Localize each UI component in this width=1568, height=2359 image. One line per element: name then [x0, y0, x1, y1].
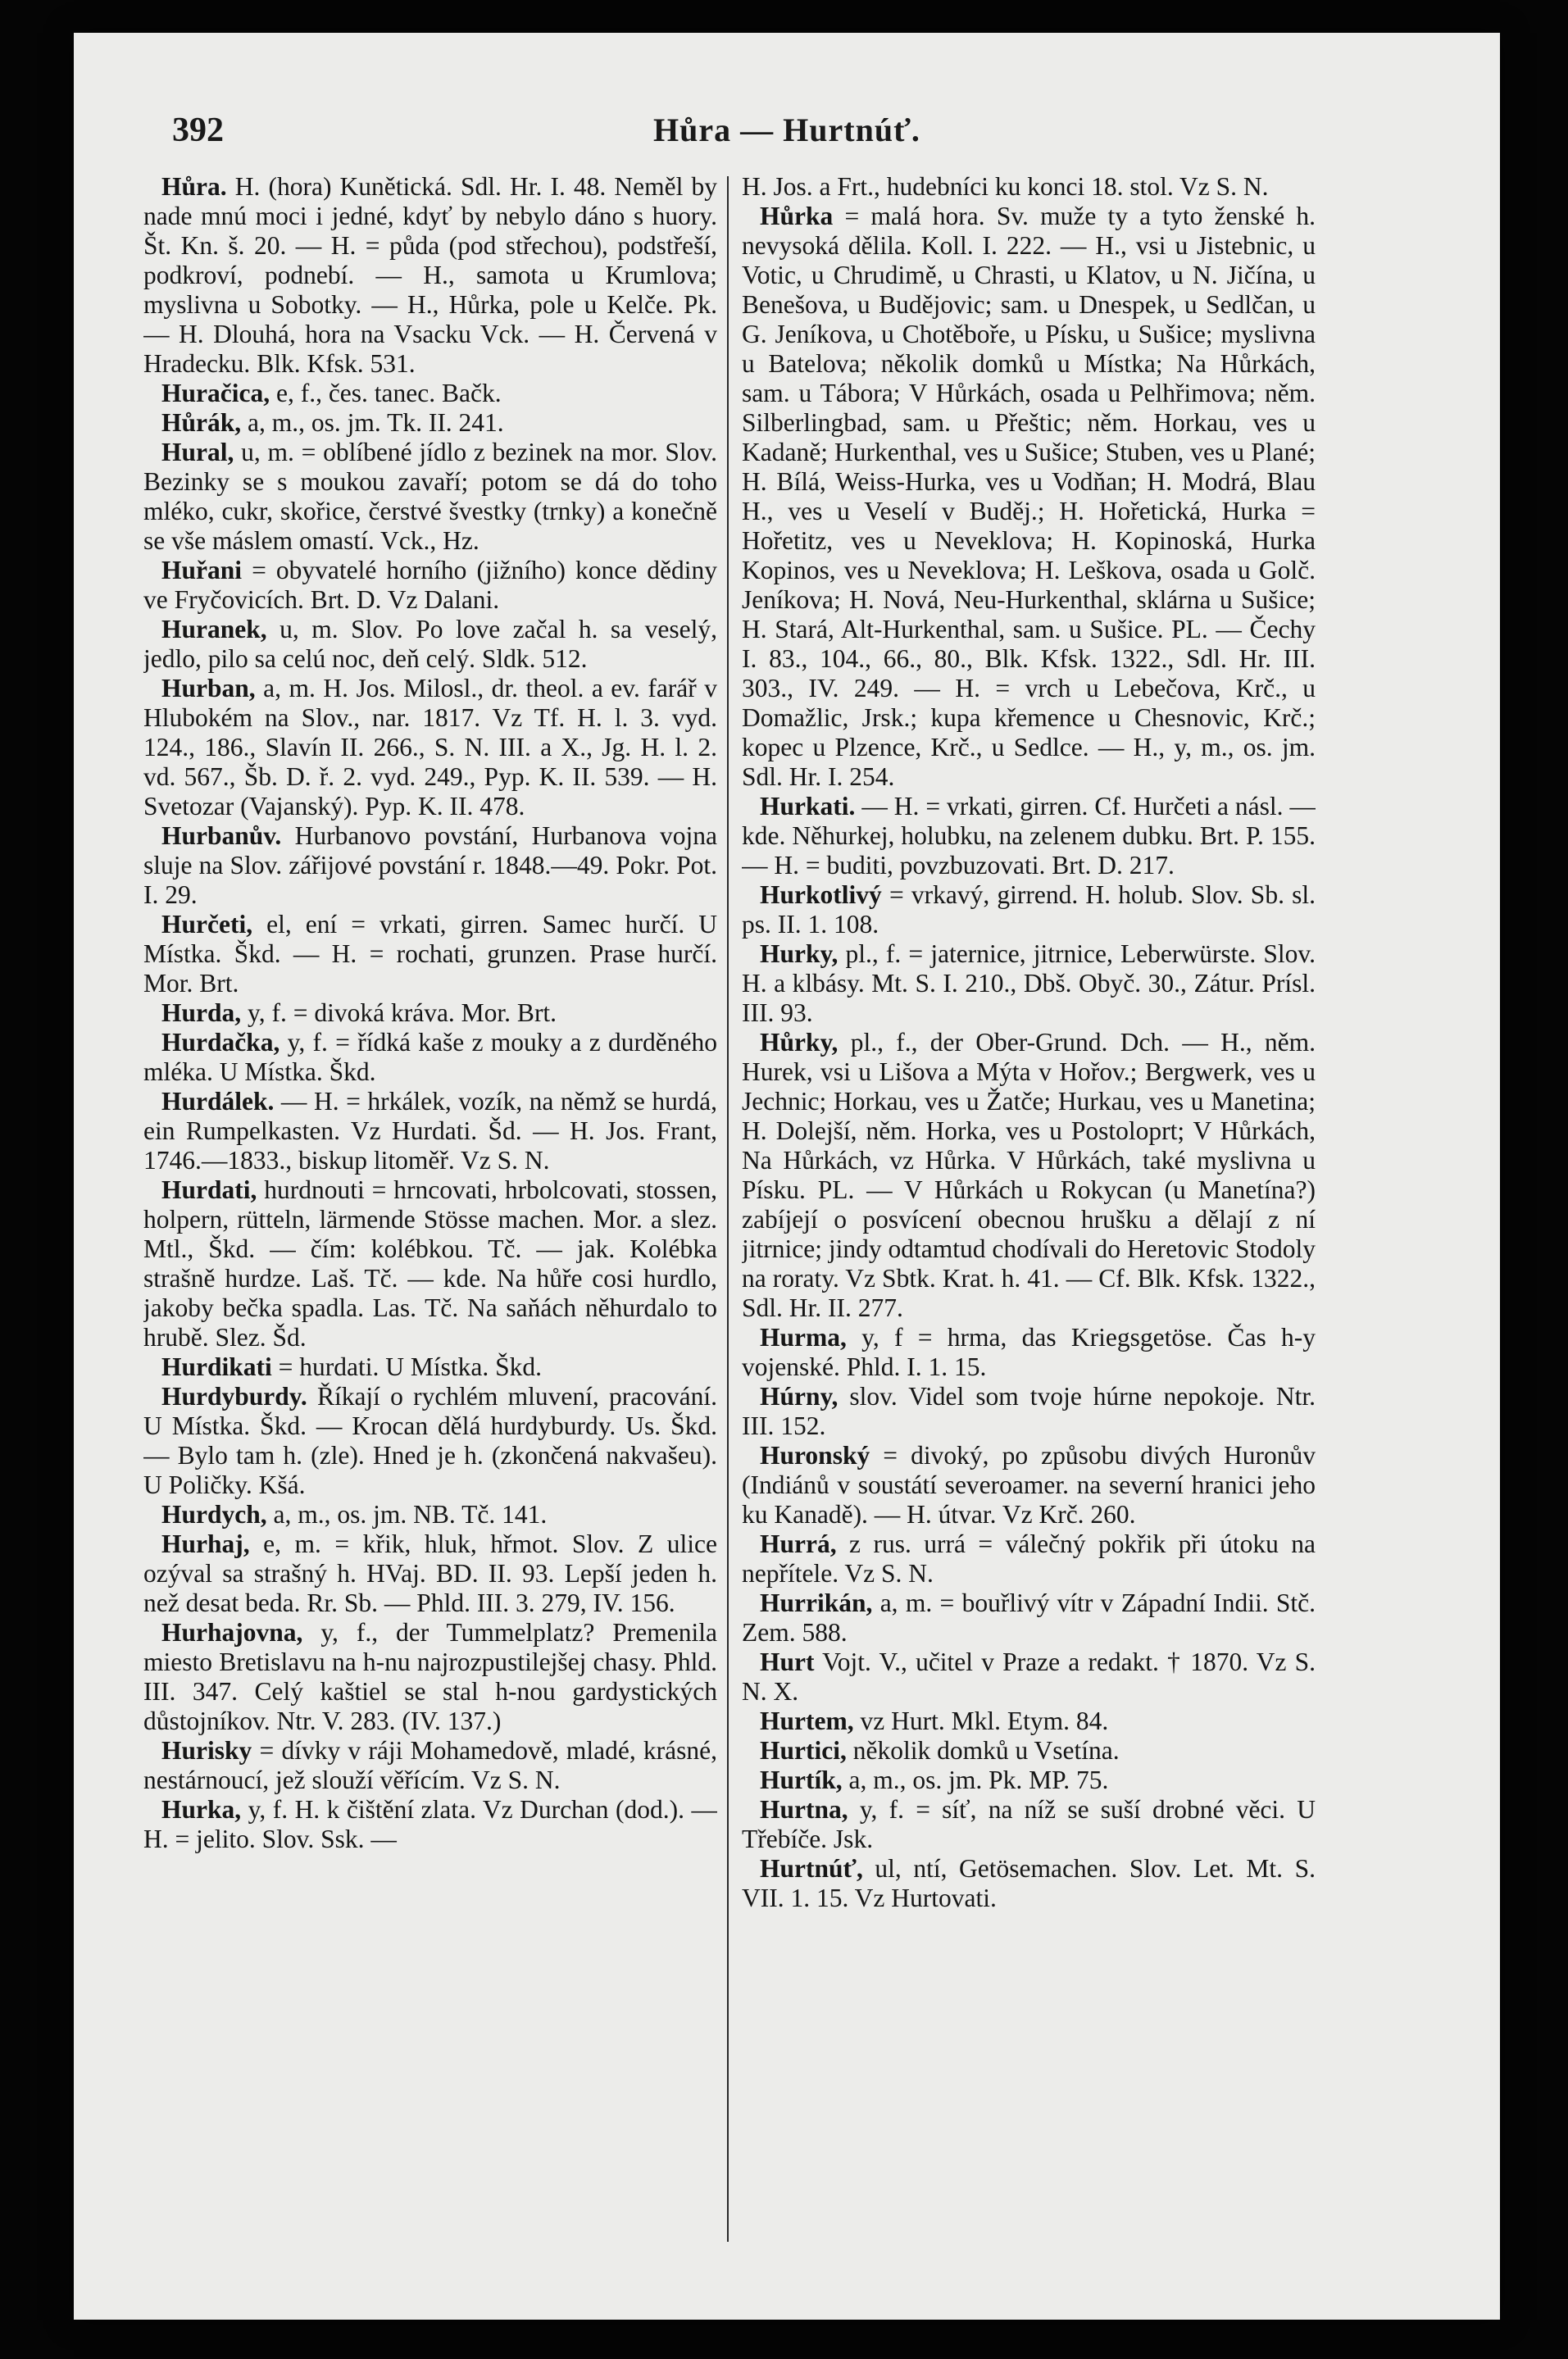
- entry-headword: Hurdálek.: [161, 1087, 275, 1116]
- dictionary-entry: [742, 1529, 1316, 1589]
- entry-body: y, f = hrma, das Kriegsgetöse. Čas h-y vojenské. Phld. I. 1. 15.: [742, 1323, 1316, 1381]
- dictionary-entry: [143, 1795, 717, 1854]
- entry-body: y, f. = síť, na níž se suší drobné věci. U Třebíče. Jsk.: [742, 1795, 1316, 1853]
- entry-headword: Hurka,: [161, 1795, 242, 1824]
- entry-body: a, m., os. jm. Tk. II. 241.: [241, 408, 504, 437]
- dictionary-entry: [742, 1854, 1316, 1913]
- entry-body: ul, ntí, Getösemachen. Slov. Let. Mt. S. VII. 1. 15. Vz Hurtovati.: [742, 1854, 1316, 1912]
- entry-headword: Hurhajovna,: [161, 1618, 303, 1647]
- entry-body: vz Hurt. Mkl. Etym. 84.: [853, 1707, 1109, 1735]
- right-column: [742, 172, 1316, 2270]
- entry-body: pl., f. = jaternice, jitrnice, Leberwürste. Slov. H. a klbásy. Mt. S. I. 210., Dbš. Obyč. 30., Zátur. Prísl. III. 93.: [742, 939, 1316, 1027]
- dictionary-entry: [742, 1795, 1316, 1854]
- entry-body: hurdnouti = hrncovati, hrbolcovati, stossen, holpern, rütteln, lärmende Stösse machen. Mor. a slez. Mtl., Škd. — čím: kolébkou. Tč. — jak. Kolébka strašně hurdze. Laš. Tč. — kde. Na hůře cosi hurdlo, jakoby bečka spadla. Las. Tč. Na saňách něhurdalo to hrubě. Slez. Šd.: [143, 1175, 717, 1352]
- dictionary-entry: [143, 998, 717, 1028]
- entry-body: y, f., der Tummelplatz? Premenila miesto Bretislavu na h-nu najrozpustilejšej chasy. Phld. III. 347. Celý kaštiel se stal h-nou gardystických důstojníkov. Ntr. V. 283. (IV. 137.): [143, 1618, 717, 1735]
- dictionary-entry: [742, 880, 1316, 939]
- dictionary-entry: [143, 1352, 717, 1382]
- dictionary-entry: [143, 674, 717, 821]
- dictionary-entry: [143, 556, 717, 615]
- entry-body: H. (hora) Kunětická. Sdl. Hr. I. 48. Neměl by nade mnú moci i jedné, kdyť by nebylo dáno s huory. Št. Kn. š. 20. — H. = půda (pod střechou), podstřeší, podkroví, podnebí. — H., samota u Krumlova; myslivna u Sobotky. — H., Hůrka, pole u Kelče. Pk. — H. Dlouhá, hora na Vsacku Vck. — H. Červená v Hradecku. Blk. Kfsk. 531.: [143, 172, 717, 378]
- entry-headword: Hurtnúť,: [760, 1854, 863, 1883]
- entry-body: = hurdati. U Místka. Škd.: [271, 1352, 543, 1381]
- page-number: 392: [172, 111, 224, 149]
- page-header: [172, 94, 1402, 152]
- entry-headword: Hurdyburdy.: [161, 1382, 307, 1411]
- column-divider: [727, 176, 729, 2242]
- entry-headword: Hurisky: [161, 1736, 252, 1765]
- dictionary-entry: [742, 939, 1316, 1028]
- dictionary-entry: [143, 1529, 717, 1618]
- entry-body: = vrkavý, girrend. H. holub. Slov. Sb. sl. ps. II. 1. 108.: [742, 880, 1316, 939]
- entry-body: Hurbanovo povstání, Hurbanova vojna sluje na Slov. zářijové povstání r. 1848.—49. Pokr. Pot. I. 29.: [143, 821, 717, 909]
- entry-headword: Hurkati.: [760, 792, 856, 820]
- entry-body: Říkají o rychlém mluvení, pracování. U Místka. Škd. — Krocan dělá hurdyburdy. Us. Škd. — Bylo tam h. (zle). Hned je h. (zkončená nakvašeu). U Poličky. Kšá.: [143, 1382, 717, 1499]
- entry-headword: Hurdačka,: [161, 1028, 280, 1057]
- entry-body: u, m. Slov. Po love začal h. sa veselý, jedlo, pilo sa celú noc, deň celý. Sldk. 512.: [143, 615, 717, 673]
- entry-headword: Hurrikán,: [760, 1589, 873, 1617]
- entry-body: — H. = hrkálek, vozík, na němž se hurdá, ein Rumpelkasten. Vz Hurdati. Šd. — H. Jos. Frant, 1746.—1833., biskup litoměř. Vz S. N.: [143, 1087, 717, 1175]
- dictionary-entry: [143, 1382, 717, 1500]
- entry-body: a, m., os. jm. Pk. MP. 75.: [842, 1766, 1109, 1794]
- entry-headword: Hurrá,: [760, 1529, 837, 1558]
- entry-headword: Húrny,: [760, 1382, 839, 1411]
- entry-body: = divoký, po způsobu divých Huronův (Indiánů v soustátí severoamer. na severní hranici jeho ku Kanadě). — H. útvar. Vz Krč. 260.: [742, 1441, 1316, 1529]
- entry-headword: Hurda,: [161, 998, 242, 1027]
- entry-headword: Hurtem,: [760, 1707, 854, 1735]
- dictionary-entry: [742, 1589, 1316, 1648]
- entry-body: e, f., čes. tanec. Bačk.: [270, 379, 502, 407]
- entry-headword: Huranek,: [161, 615, 267, 643]
- entry-headword: Hurban,: [161, 674, 256, 702]
- entry-body: Vojt. V., učitel v Praze a redakt. † 1870. Vz S. N. X.: [742, 1648, 1316, 1706]
- entry-headword: Hurdati,: [161, 1175, 257, 1204]
- dictionary-entry: [143, 1736, 717, 1795]
- dictionary-entry: [143, 1618, 717, 1736]
- entry-body: = malá hora. Sv. muže ty a tyto ženské h. nevysoká dělila. Koll. I. 222. — H., vsi u Jistebnic, u Votic, u Chrudimě, u Chrasti, u Klatov, u N. Jičína, u Benešova, u Budějovic; sam. u Dnespek, u Sedlčan, u G. Jeníkova, u Chotěboře, u Písku, u Sušice; myslivna u Batelova; několik domků u Místka; Na Hůrkách, sam. u Tábora; V Hůrkách, osada u Pelhřimova; něm. Silberlingbad, sam. u Přeštic; něm. Horkau, ves u Kadaně; Hurkenthal, ves u Sušice; Stuben, ves u Plané; H. Bílá, Weiss-Hurka, ves u Vodňan; H. Modrá, Blau H., ves u Veselí v Buděj.; H. Hořetická, Hurka = Hořetitz, ves u Neveklova; H. Kopinoská, Hurka Kopinos, ves u Neveklova; H. Leškova, osada u Golč. Jeníkova; H. Nová, Neu-Hurkenthal, sklárna u Sušice; H. Stará, Alt-Hurkenthal, sam. u Sušice. PL. — Čechy I. 83., 104., 66., 80., Blk. Kfsk. 1322., Sdl. Hr. III. 303., IV. 249. — H. = vrch u Lebečova, Krč., u Domažlic, Jrsk.; kupa křemence u Chesnovic, Krč.; kopec u Plzence, Krč., u Sedlce. — H., y, m., os. jm. Sdl. Hr. I. 254.: [742, 202, 1316, 791]
- entry-headword: Hůrák,: [161, 408, 242, 437]
- dictionary-entry: [742, 1648, 1316, 1707]
- entry-body: a, m. H. Jos. Milosl., dr. theol. a ev. farář v Hlubokém na Slov., nar. 1817. Vz Tf. H. l. 3. vyd. 124., 186., Slavín II. 266., S. N. III. a X., Jg. H. l. 2. vd. 567., Šb. D. ř. 2. vyd. 249., Pyp. K. II. 539. — H. Svetozar (Vajanský). Pyp. K. II. 478.: [143, 674, 717, 820]
- entry-headword: Hurtici,: [760, 1736, 847, 1765]
- entry-body: — H. = vrkati, girren. Cf. Hurčeti a násl. — kde. Něhurkej, holubku, na zelenem dubku. Brt. P. 155. — H. = buditi, povzbuzovati. Brt. D. 217.: [742, 792, 1316, 880]
- entry-headword: Huřani: [161, 556, 243, 584]
- dictionary-entry: [143, 379, 717, 408]
- entry-headword: Hurt: [760, 1648, 815, 1676]
- dictionary-entry: [742, 792, 1316, 880]
- entry-headword: Hurtna,: [760, 1795, 848, 1824]
- dictionary-entry: [742, 1766, 1316, 1795]
- dictionary-entry: [143, 1028, 717, 1087]
- dictionary-entry: [742, 1028, 1316, 1323]
- entry-body: y, f. = divoká kráva. Mor. Brt.: [241, 998, 557, 1027]
- entry-headword: Hurdych,: [161, 1500, 267, 1529]
- entry-headword: Hůra.: [161, 172, 227, 201]
- entry-headword: Hural,: [161, 438, 234, 466]
- dictionary-entry: [143, 910, 717, 998]
- entry-headword: Hurky,: [760, 939, 839, 968]
- dictionary-entry: [742, 172, 1316, 202]
- dictionary-entry: [742, 1441, 1316, 1529]
- entry-headword: Hurbanův.: [161, 821, 282, 850]
- dictionary-entry: [742, 1707, 1316, 1736]
- entry-body: = obyvatelé horního (jižního) konce dědiny ve Fryčovicích. Brt. D. Vz Dalani.: [143, 556, 717, 614]
- dictionary-entry: [742, 1323, 1316, 1382]
- entry-headword: Hurhaj,: [161, 1529, 250, 1558]
- dictionary-entry: [143, 438, 717, 556]
- entry-body: pl., f., der Ober-Grund. Dch. — H., něm. Hurek, vsi u Lišova a Mýta v Hořov.; Bergwerk, ves u Jechnic; Horkau, ves u Žatče; Hurkau, ves u Manetina; H. Dolejší, něm. Horka, ves u Postoloprt; V Hůrkách, Na Hůrkách, vz Hůrka. V Hůrkách, také myslivna u Písku. PL. — V Hůrkách u Rokycan (u Manetína?) zabíjejí o posvícení obecnou hrušku a dělají z ní jitrnice; jindy odtamtud chodívali do Heretovic Stodoly na roraty. Vz Sbtk. Krat. h. 41. — Cf. Blk. Kfsk. 1322., Sdl. Hr. II. 277.: [742, 1028, 1316, 1322]
- entry-headword: Huračica,: [161, 379, 270, 407]
- entry-headword: Huronský: [760, 1441, 870, 1470]
- entry-body: a, m. = bouřlivý vítr v Západní Indii. Stč. Zem. 588.: [742, 1589, 1316, 1647]
- dictionary-entry: [143, 1500, 717, 1529]
- dictionary-entry: [742, 202, 1316, 792]
- dictionary-entry: [143, 1087, 717, 1175]
- entry-body: z rus. urrá = válečný pokřik při útoku na nepřítele. Vz S. N.: [742, 1529, 1316, 1588]
- dictionary-entry: [742, 1736, 1316, 1766]
- left-column: [143, 172, 717, 2270]
- entry-body: y, f. = řídká kaše z mouky a z durděného mléka. U Místka. Škd.: [143, 1028, 717, 1086]
- dictionary-entry: [143, 1175, 717, 1352]
- entry-body: e, m. = křik, hluk, hřmot. Slov. Z ulice ozýval sa strašný h. HVaj. BD. II. 93. Lepší jeden h. než desat beda. Rr. Sb. — Phld. III. 3. 279, IV. 156.: [143, 1529, 717, 1617]
- entry-headword: Hurma,: [760, 1323, 847, 1352]
- entry-headword: Hurtík,: [760, 1766, 843, 1794]
- entry-headword: Hurčeti,: [161, 910, 253, 939]
- dictionary-entry: [742, 1382, 1316, 1441]
- entry-body: slov. Videl som tvoje húrne nepokoje. Ntr. III. 152.: [742, 1382, 1316, 1440]
- entry-body: = dívky v ráji Mohamedově, mladé, krásné, nestárnoucí, jež slouží věřícím. Vz S. N.: [143, 1736, 717, 1794]
- entry-headword: Hůrky,: [760, 1028, 839, 1057]
- entry-body: a, m., os. jm. NB. Tč. 141.: [266, 1500, 548, 1529]
- entry-body: y, f. H. k čištění zlata. Vz Durchan (dod.). — H. = jelito. Slov. Ssk. —: [143, 1795, 717, 1853]
- entry-body: H. Jos. a Frt., hudebníci ku konci 18. stol. Vz S. N.: [742, 172, 1269, 201]
- entry-headword: Hurdikati: [161, 1352, 272, 1381]
- running-title: Hůra — Hurtnúť.: [653, 111, 920, 148]
- entry-headword: Hůrka: [760, 202, 834, 230]
- dictionary-entry: [143, 408, 717, 438]
- entry-body: el, ení = vrkati, girren. Samec hurčí. U Místka. Škd. — H. = rochati, grunzen. Prase hurčí. Mor. Brt.: [143, 910, 717, 998]
- entry-headword: Hurkotlivý: [760, 880, 882, 909]
- entry-body: několik domků u Vsetína.: [846, 1736, 1120, 1765]
- entry-body: u, m. = oblíbené jídlo z bezinek na mor. Slov. Bezinky se s moukou zavaří; potom se dá do toho mléko, cukr, skořice, čerstvé švestky (trnky) a konečně se vše máslem omastí. Vck., Hz.: [143, 438, 717, 555]
- dictionary-entry: [143, 615, 717, 674]
- dictionary-entry: [143, 821, 717, 910]
- dictionary-entry: [143, 172, 717, 379]
